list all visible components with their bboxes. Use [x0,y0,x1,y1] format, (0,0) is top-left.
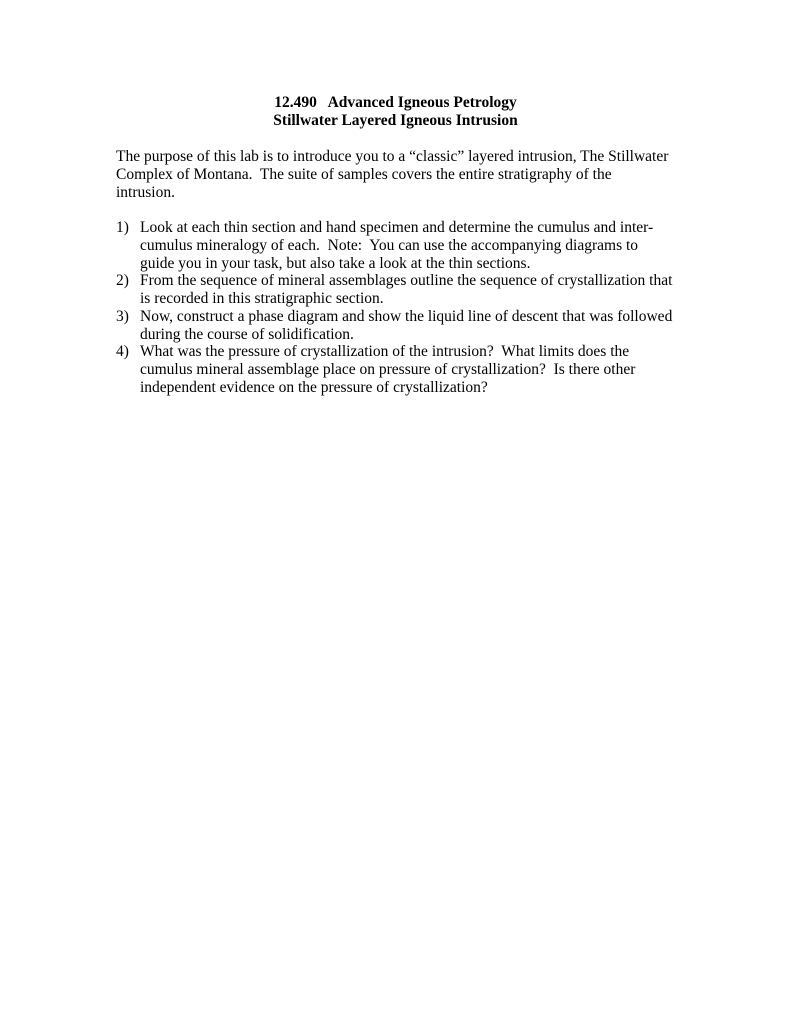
question-line: Now, construct a phase diagram and show the liquid line of descent that was followed [140,307,673,325]
question-number: 1) [116,219,129,236]
question-line: What was the pressure of crystallization of the intrusion? What limits does the [140,343,630,361]
question-number: 3) [116,307,129,325]
question-item-4 [116,343,691,396]
intro-line: Complex of Montana. The suite of samples covers the entire stratigraphy of the [116,166,612,183]
question-line: is recorded in this stratigraphic section. [140,290,384,307]
question-line: independent evidence on the pressure of crystallization? [140,378,488,396]
question-line: guide you in your task, but also take a look at the thin sections. [140,254,531,272]
question-item-2 [116,272,691,308]
lab-title: Stillwater Layered Igneous Intrusion [273,112,518,129]
intro-paragraph [116,148,686,202]
question-item-1 [116,219,691,272]
question-line: cumulus mineral assemblage place on pressure of crystallization? Is there other [140,361,636,378]
question-line: during the course of solidification. [140,325,354,343]
question-line: Look at each thin section and hand specimen and determine the cumulus and inter- [140,219,654,236]
question-list [116,219,691,397]
question-item-3 [116,308,691,344]
intro-line: The purpose of this lab is to introduce you to a “classic” layered intrusion, The Stillwater [116,148,669,165]
question-line: From the sequence of mineral assemblages outline the sequence of crystallization that [140,272,673,290]
question-line: cumulus mineralogy of each. Note: You can use the accompanying diagrams to [140,236,639,254]
intro-line: intrusion. [116,184,175,201]
question-number: 2) [116,272,129,290]
course-title: 12.490 Advanced Igneous Petrology [274,94,517,111]
document-title [0,94,791,130]
question-number: 4) [116,343,129,361]
